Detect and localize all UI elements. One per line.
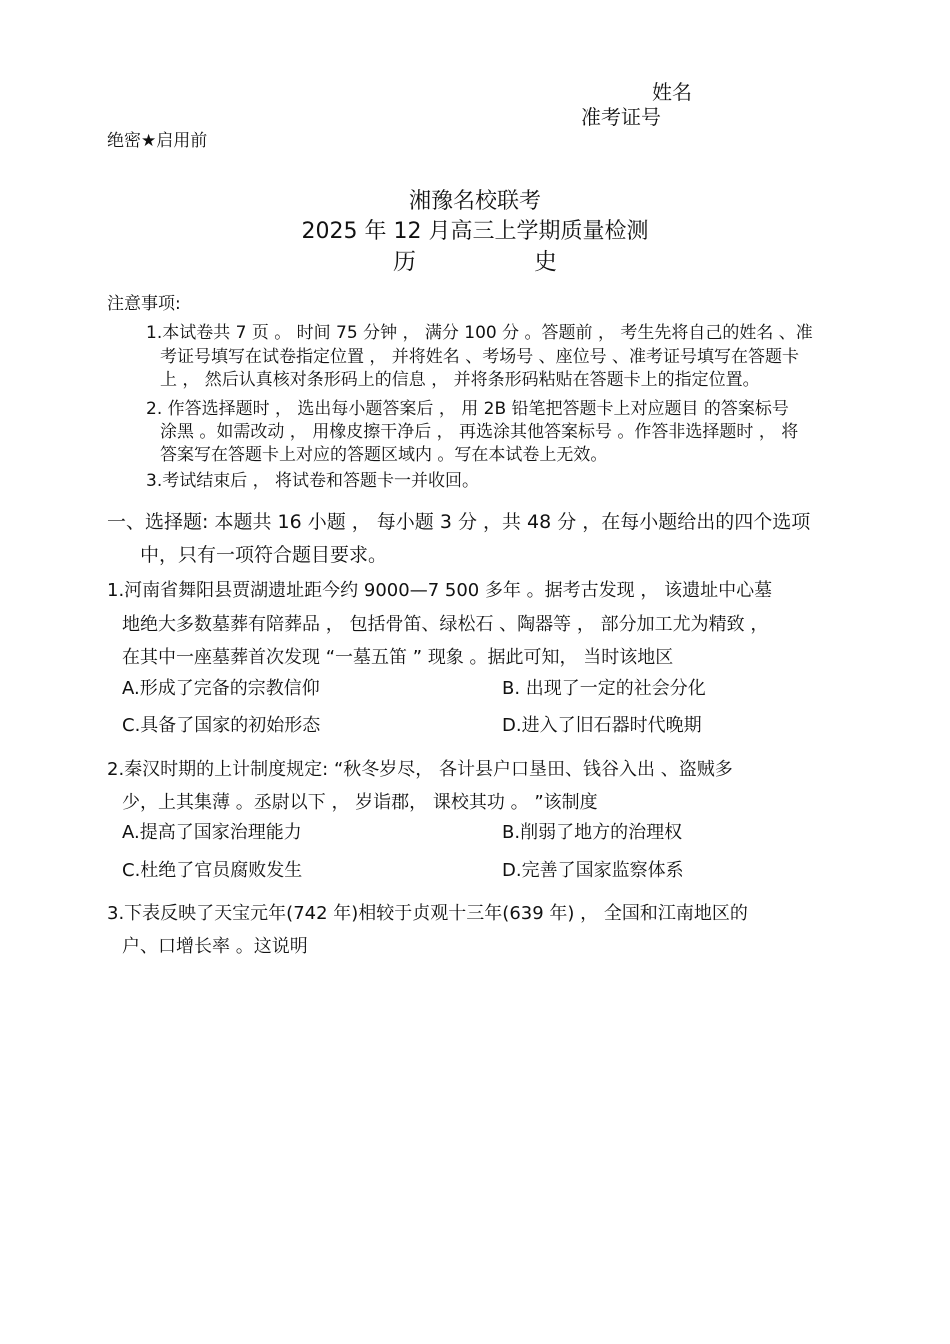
question-3-stem-line-1: 3.下表反映了天宝元年(742 年)相较于贞观十三年(639 年) ， 全国和江南地区的 bbox=[107, 903, 748, 924]
question-2-option-a: A.提高了国家治理能力 bbox=[122, 822, 302, 843]
confidential-mark: 绝密★启用前 bbox=[107, 131, 208, 151]
question-2-option-b: B.削弱了地方的治理权 bbox=[502, 822, 683, 843]
question-1-stem-line-2: 地绝大多数墓葬有陪葬品 ， 包括骨笛、绿松石 、陶器等 ， 部分加工尤为精致 ， bbox=[122, 614, 769, 635]
question-1-option-c: C.具备了国家的初始形态 bbox=[122, 715, 321, 736]
question-1-stem-line-1: 1.河南省舞阳县贾湖遗址距今约 9000—7 500 多年 。据考古发现 ， 该遗址中心墓 bbox=[107, 580, 773, 601]
question-2-option-d: D.完善了国家监察体系 bbox=[502, 860, 684, 881]
section-heading-line-2: 中，只有一项符合题目要求。 bbox=[140, 544, 388, 566]
name-label: 姓名 bbox=[652, 80, 692, 104]
notes-item-2-line-1: 2. 作答选择题时 ， 选出每小题答案后 ， 用 2B 铅笔把答题卡上对应题目 的答案标号 bbox=[146, 399, 789, 419]
section-heading-line-1: 一、选择题: 本题共 16 小题 ， 每小题 3 分 ，共 48 分 ，在每小题给出的四个选项 bbox=[107, 511, 811, 533]
question-1-option-b: B. 出现了一定的社会分化 bbox=[502, 678, 706, 699]
subject-char-1: 历 bbox=[393, 249, 416, 275]
question-1-option-d: D.进入了旧石器时代晚期 bbox=[502, 715, 702, 736]
notes-item-1-line-1: 1.本试卷共 7 页 。 时间 75 分钟 ， 满分 100 分 。答题前 ， 考生先将自己的姓名 、准 bbox=[146, 323, 813, 343]
notes-item-2-line-3: 答案写在答题卡上对应的答题区域内 。写在本试卷上无效。 bbox=[160, 445, 608, 465]
exam-title: 2025 年 12 月高三上学期质量检测 bbox=[301, 219, 649, 244]
exam-org-title: 湘豫名校联考 bbox=[408, 189, 541, 214]
question-2-stem-line-2: 少，上其集薄 。丞尉以下 ， 岁诣郡， 课校其功 。 ”该制度 bbox=[122, 792, 598, 813]
question-1-option-a: A.形成了完备的宗教信仰 bbox=[122, 678, 320, 699]
question-2-stem-line-1: 2.秦汉时期的上计制度规定: “秋冬岁尽， 各计县户口垦田、钱谷入出 、盗贼多 bbox=[107, 759, 733, 780]
notes-heading: 注意事项: bbox=[107, 294, 181, 314]
question-3-stem-line-2: 户、口增长率 。这说明 bbox=[122, 936, 308, 957]
notes-item-3: 3.考试结束后 ， 将试卷和答题卡一并收回。 bbox=[146, 471, 480, 491]
subject-char-2: 史 bbox=[534, 249, 557, 275]
notes-item-1-line-3: 上 ， 然后认真核对条形码上的信息 ， 并将条形码粘贴在答题卡上的指定位置。 bbox=[160, 370, 760, 390]
question-2-option-c: C.杜绝了官员腐败发生 bbox=[122, 860, 303, 881]
notes-item-1-line-2: 考证号填写在试卷指定位置 ， 并将姓名 、考场号 、座位号 、准考证号填写在答题卡 bbox=[160, 347, 800, 367]
notes-item-2-line-2: 涂黑 。如需改动 ， 用橡皮擦干净后 ， 再选涂其他答案标号 。作答非选择题时 ， 将 bbox=[160, 422, 799, 442]
exam-id-label: 准考证号 bbox=[581, 105, 661, 129]
question-1-stem-line-3: 在其中一座墓葬首次发现 “一墓五笛 ” 现象 。据此可知， 当时该地区 bbox=[122, 647, 674, 668]
